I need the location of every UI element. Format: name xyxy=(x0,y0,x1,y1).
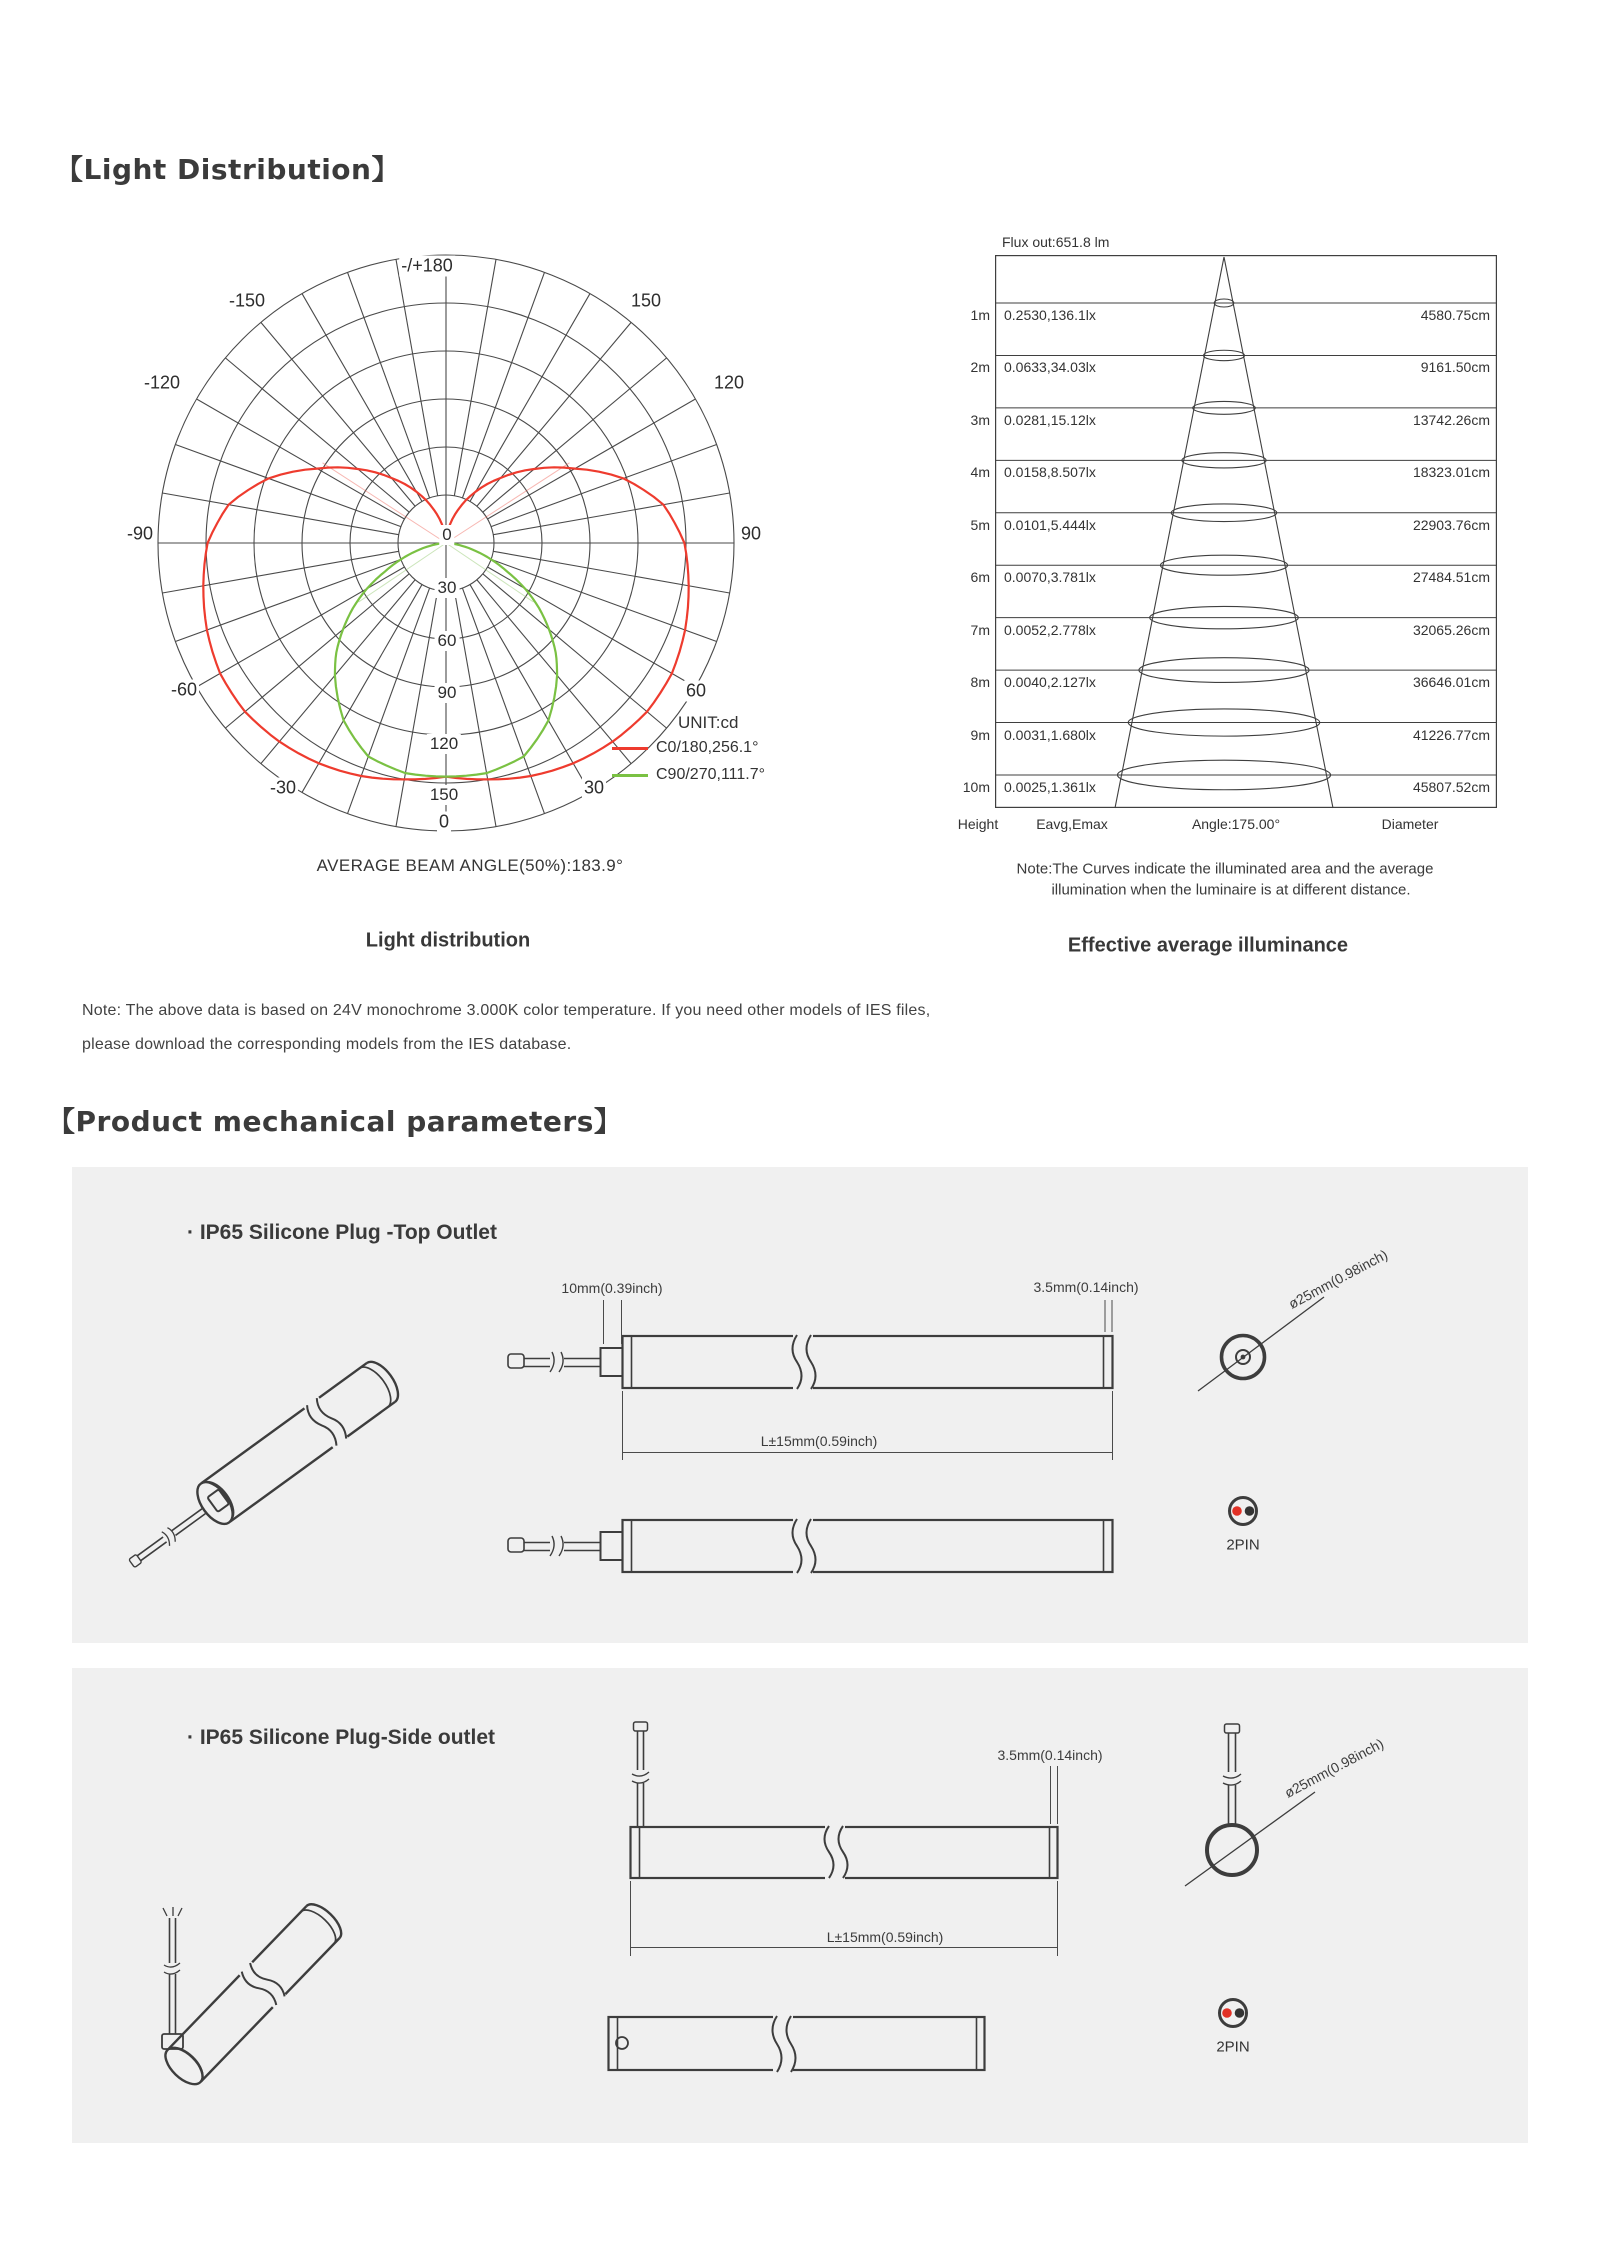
side-outlet-drawings xyxy=(72,1668,1528,2143)
polar-ring-label: 90 xyxy=(435,683,460,703)
row-diameter: 18323.01cm xyxy=(1412,464,1490,480)
legend-label-c90: C90/270,111.7° xyxy=(656,766,765,783)
row-height: 3m xyxy=(970,412,990,428)
illuminance-note-line1: Note:The Curves indicate the illuminated area and the average xyxy=(1016,860,1434,878)
row-eavg: 0.0040,2.127lx xyxy=(1004,674,1096,690)
mechanical-parameters-heading: 【Product mechanical parameters】 xyxy=(47,1105,623,1138)
polar-angle-label: 150 xyxy=(630,290,662,311)
footer-diameter: Diameter xyxy=(1381,816,1439,832)
row-eavg: 0.0633,34.03lx xyxy=(1004,359,1096,375)
polar-center-label: 0 xyxy=(439,525,454,545)
polar-angle-label: -90 xyxy=(126,523,154,544)
polar-angle-label: 120 xyxy=(713,372,745,393)
top-outlet-side-view-b xyxy=(508,1518,1113,1574)
footer-angle: Angle:175.00° xyxy=(1191,816,1281,832)
row-eavg: 0.0052,2.778lx xyxy=(1004,622,1096,638)
row-eavg: 0.0031,1.680lx xyxy=(1004,727,1096,743)
row-diameter: 45807.52cm xyxy=(1412,779,1490,795)
row-height: 4m xyxy=(970,464,990,480)
polar-angle-label: 0 xyxy=(438,811,450,832)
row-height: 9m xyxy=(970,727,990,743)
polar-angle-label: -60 xyxy=(170,679,198,700)
row-diameter: 4580.75cm xyxy=(1420,307,1490,323)
polar-angle-label: -/+180 xyxy=(401,255,453,276)
polar-angle-label: -150 xyxy=(228,290,266,311)
row-eavg: 0.2530,136.1lx xyxy=(1004,307,1096,323)
polar-ring-label: 60 xyxy=(435,631,460,651)
2pin-connector-icon xyxy=(1230,1498,1257,1525)
side-outlet-bottom-view xyxy=(609,2015,985,2072)
legend-swatch-c0 xyxy=(612,747,648,750)
dim-diameter-label: ø25mm(0.98inch) xyxy=(1281,1735,1387,1801)
row-diameter: 13742.26cm xyxy=(1412,412,1490,428)
panel-top-outlet-title: · IP65 Silicone Plug -Top Outlet xyxy=(187,1221,497,1244)
dim-diameter-label: ø25mm(0.98inch) xyxy=(1285,1246,1391,1312)
row-height: 2m xyxy=(970,359,990,375)
row-diameter: 27484.51cm xyxy=(1412,569,1490,585)
row-height: 7m xyxy=(970,622,990,638)
data-note-line1: Note: The above data is based on 24V monochrome 3.000K color temperature. If you need other models of IES files, xyxy=(82,1002,931,1019)
dim-3_5mm-label: 3.5mm(0.14inch) xyxy=(997,1747,1103,1763)
row-height: 10m xyxy=(962,779,990,795)
illuminance-caption: Effective average illuminance xyxy=(1067,934,1349,957)
2pin-connector-icon xyxy=(1220,2000,1247,2027)
row-diameter: 22903.76cm xyxy=(1412,517,1490,533)
side-outlet-side-view xyxy=(631,1722,1058,1880)
panel-top-outlet xyxy=(72,1167,1528,1643)
row-height: 5m xyxy=(970,517,990,533)
average-beam-angle-label: AVERAGE BEAM ANGLE(50%):183.9° xyxy=(316,856,624,875)
top-outlet-end-view xyxy=(1198,1297,1324,1391)
row-eavg: 0.0158,8.507lx xyxy=(1004,464,1096,480)
row-eavg: 0.0070,3.781lx xyxy=(1004,569,1096,585)
side-outlet-end-view xyxy=(1185,1724,1315,1886)
legend-swatch-c90 xyxy=(612,774,648,777)
polar-ring-label: 150 xyxy=(427,785,461,805)
panel-side-outlet-title: · IP65 Silicone Plug-Side outlet xyxy=(187,1726,496,1749)
row-height: 8m xyxy=(970,674,990,690)
row-eavg: 0.0025,1.361lx xyxy=(1004,779,1096,795)
2pin-label: 2PIN xyxy=(1216,2038,1250,2056)
polar-angle-label: 60 xyxy=(685,680,707,701)
side-outlet-perspective-drawing xyxy=(162,1907,183,2049)
polar-angle-label: 90 xyxy=(740,523,762,544)
legend-label-c0: C0/180,256.1° xyxy=(656,739,759,756)
panel-side-outlet xyxy=(72,1668,1528,2143)
row-diameter: 36646.01cm xyxy=(1412,674,1490,690)
dim-length-label: L±15mm(0.59inch) xyxy=(826,1929,944,1945)
row-diameter: 9161.50cm xyxy=(1420,359,1490,375)
dim-10mm-label: 10mm(0.39inch) xyxy=(561,1280,663,1296)
top-outlet-drawings xyxy=(72,1167,1528,1643)
row-diameter: 32065.26cm xyxy=(1412,622,1490,638)
row-eavg: 0.0101,5.444lx xyxy=(1004,517,1096,533)
light-distribution-heading: 【Light Distribution】 xyxy=(55,153,400,186)
legend-unit-label: UNIT:cd xyxy=(678,713,739,732)
illuminance-note-line2: illumination when the luminaire is at different distance. xyxy=(1051,881,1411,899)
polar-ring-label: 30 xyxy=(435,578,460,598)
data-note-line2: please download the corresponding models from the IES database. xyxy=(82,1036,572,1053)
row-height: 1m xyxy=(970,307,990,323)
row-diameter: 41226.77cm xyxy=(1412,727,1490,743)
polar-angle-label: -30 xyxy=(269,777,297,798)
flux-out-label: Flux out:651.8 lm xyxy=(1002,234,1110,250)
polar-ring-label: 120 xyxy=(427,734,461,754)
light-distribution-caption: Light distribution xyxy=(365,929,531,952)
row-height: 6m xyxy=(970,569,990,585)
side-outlet-perspective-tube xyxy=(158,1897,349,2092)
footer-eavg: Eavg,Emax xyxy=(1036,816,1108,832)
dim-3_5mm-label: 3.5mm(0.14inch) xyxy=(1033,1279,1139,1295)
top-outlet-perspective-drawing xyxy=(116,1354,405,1584)
2pin-label: 2PIN xyxy=(1226,1536,1260,1554)
polar-angle-label: -120 xyxy=(143,372,181,393)
polar-angle-label: 30 xyxy=(583,777,605,798)
dim-length-label: L±15mm(0.59inch) xyxy=(760,1433,878,1449)
row-eavg: 0.0281,15.12lx xyxy=(1004,412,1096,428)
footer-height: Height xyxy=(957,816,999,832)
top-outlet-side-view-a xyxy=(508,1334,1113,1390)
